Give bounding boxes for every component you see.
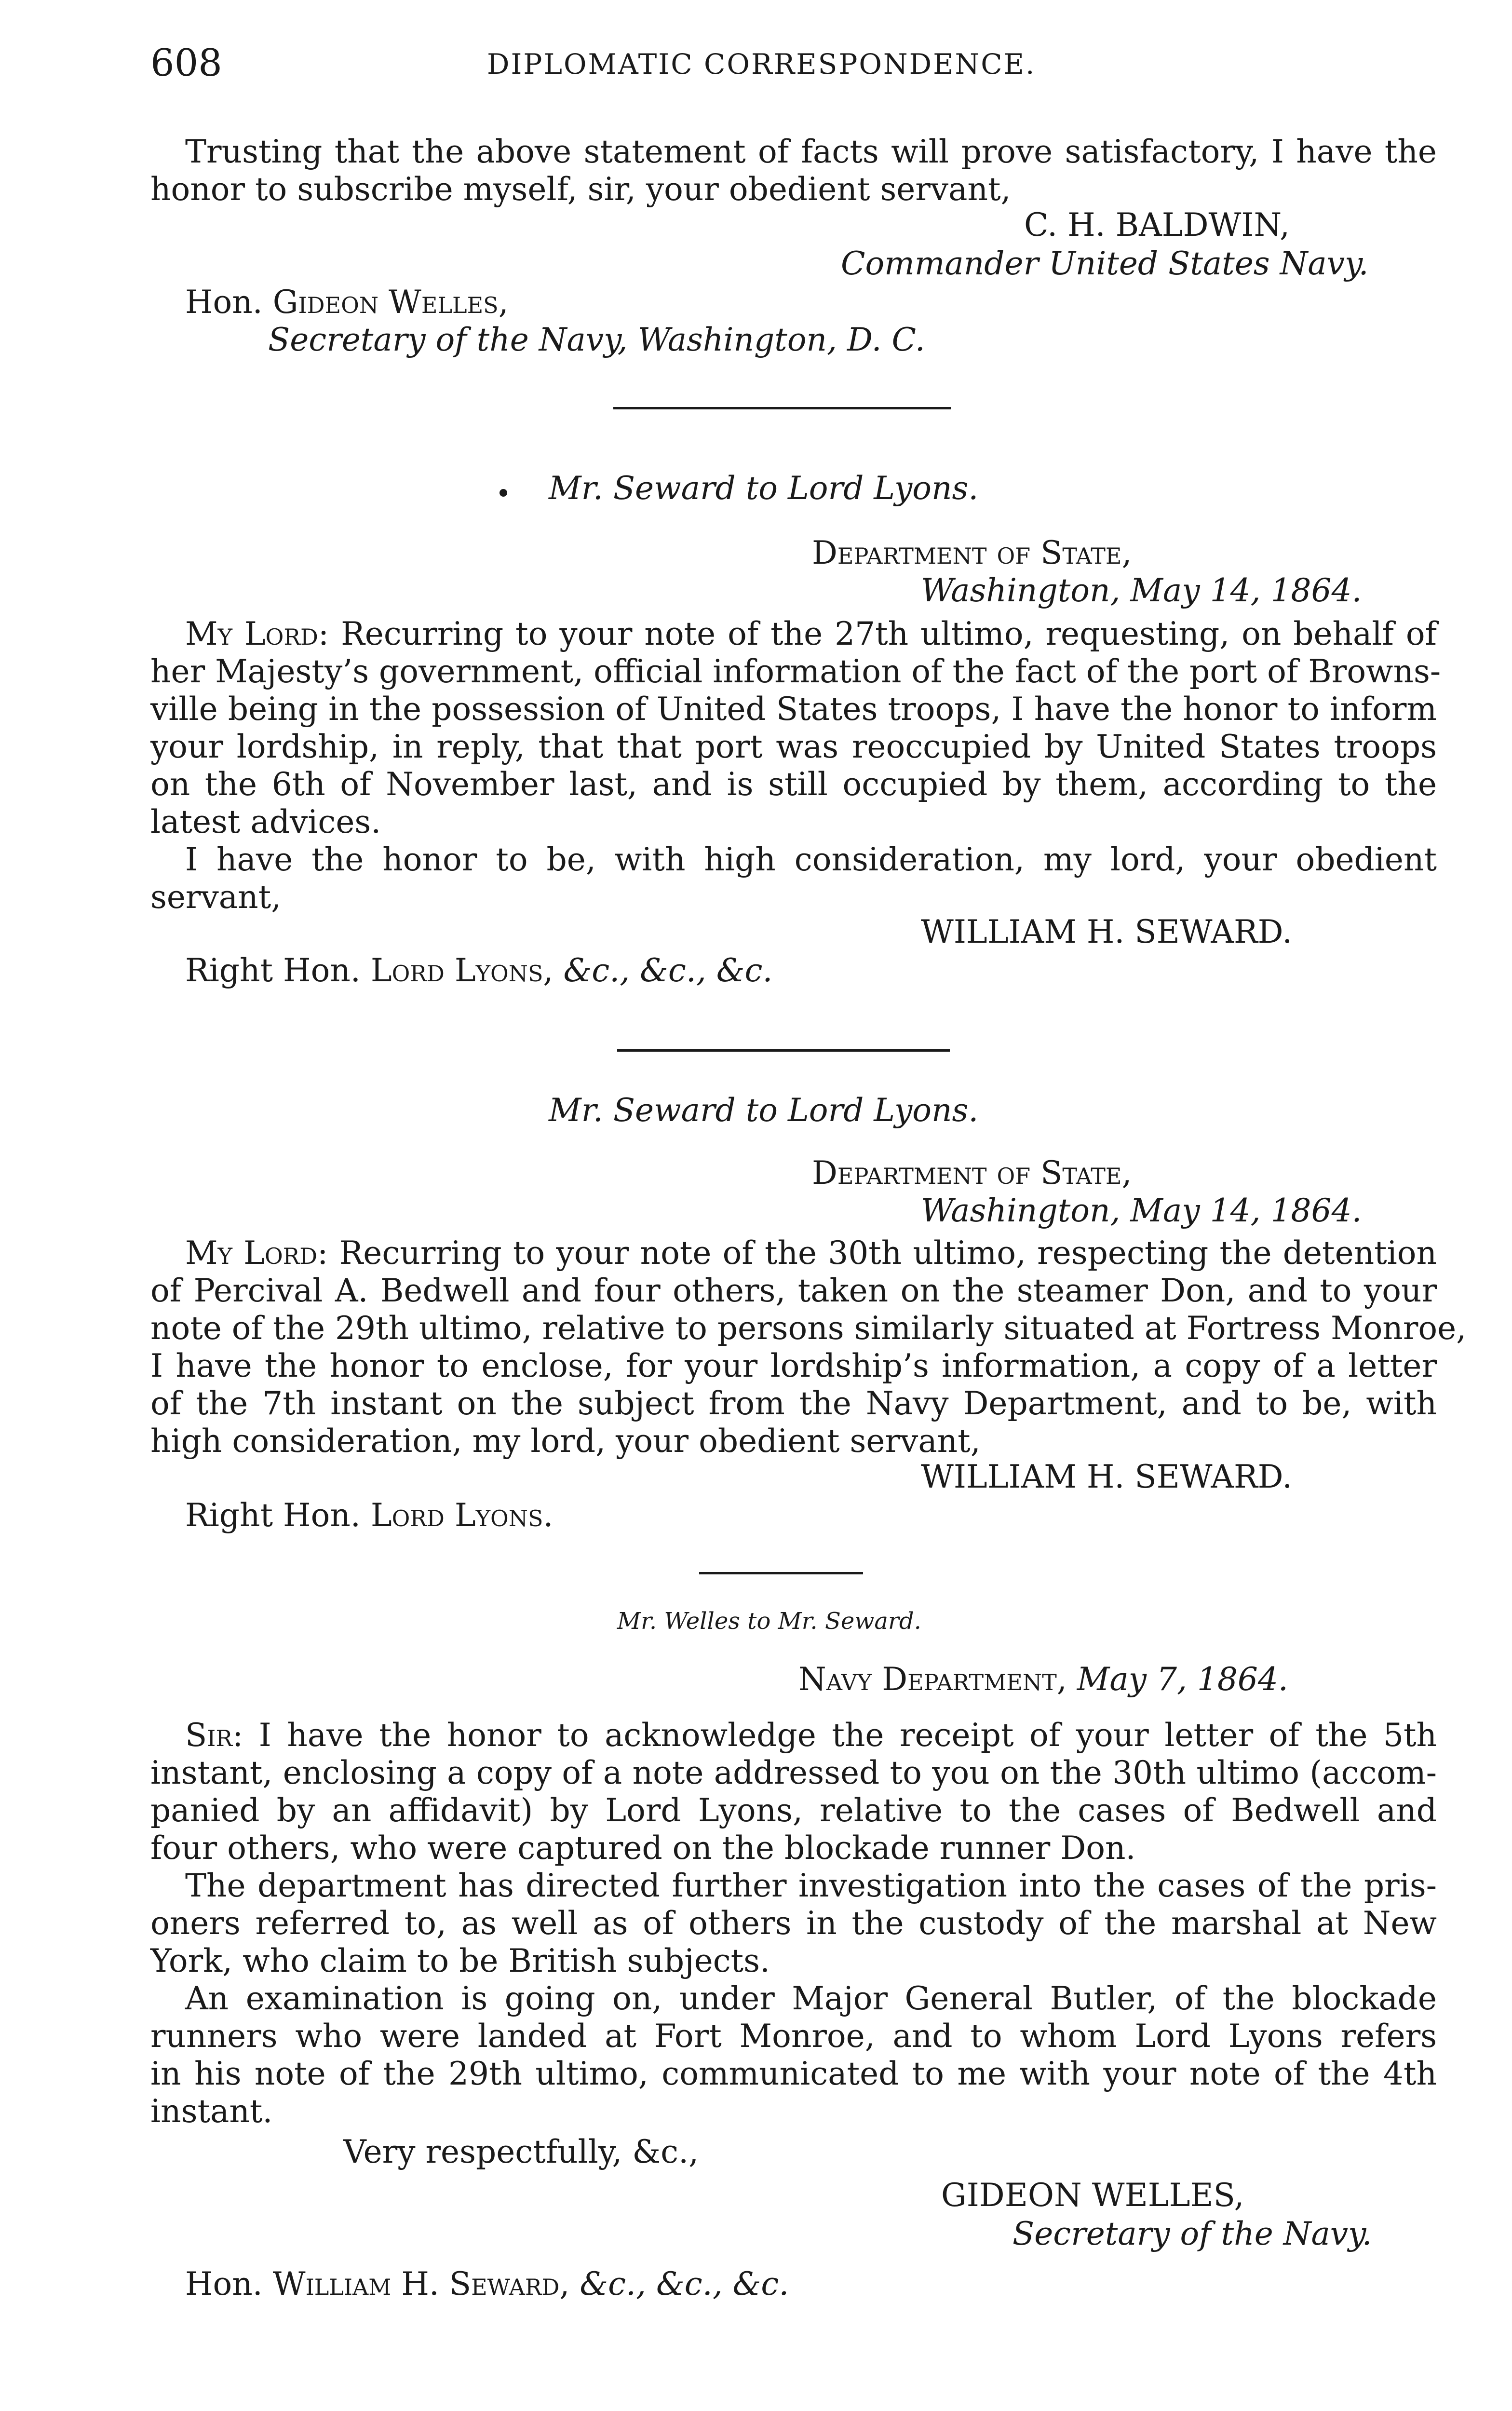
letter1-line-2: her Majesty’s government, official information of the fact of the port of Browns- xyxy=(150,653,1441,690)
letter3-para3-line-3: in his note of the 29th ultimo, communicated to me with your note of the 4th xyxy=(150,2055,1437,2092)
letter3-closing: Very respectfully, &c., xyxy=(343,2133,699,2170)
letter1-line-1-text: Recurring to your note of the 27th ultimo, requesting, on behalf of xyxy=(341,615,1437,652)
letter2-line-4: I have the honor to enclose, for your lordship’s information, a copy of a letter xyxy=(150,1347,1437,1384)
letter1-signature: WILLIAM H. SEWARD. xyxy=(921,913,1293,950)
letter3-salutation: Sir: xyxy=(185,1717,243,1754)
letter3-date: May 7, 1864. xyxy=(1077,1661,1288,1698)
letter2-line-2: of Percival A. Bedwell and four others, taken on the steamer Don, and to your xyxy=(150,1272,1437,1309)
letter1-closing-line-1: I have the honor to be, with high consideration, my lord, your obedient xyxy=(185,841,1437,878)
baldwin-addressee-title: Secretary of the Navy, Washington, D. C. xyxy=(268,321,925,358)
letter3-para3-line-2: runners who were landed at Fort Monroe, and to whom Lord Lyons refers xyxy=(150,2018,1437,2055)
letter2-line-1-text: Recurring to your note of the 30th ultimo, respecting the detention xyxy=(339,1234,1437,1272)
letter3-heading: Mr. Welles to Mr. Seward. xyxy=(617,1608,921,1635)
letter3-para2-line-3: York, who claim to be British subjects. xyxy=(150,1942,770,1979)
letter3-signature-title: Secretary of the Navy. xyxy=(1012,2215,1372,2252)
letter2-line-3: note of the 29th ultimo, relative to persons similarly situated at Fortress Monroe, xyxy=(150,1310,1467,1347)
baldwin-closing-line-2: honor to subscribe myself, sir, your obedient servant, xyxy=(150,171,1011,208)
running-title: DIPLOMATIC CORRESPONDENCE. xyxy=(487,48,1036,81)
letter3-para1-line-1-text: I have the honor to acknowledge the receipt of your letter of the 5th xyxy=(258,1717,1437,1754)
letter1-addressee-suffix: &c., &c., &c. xyxy=(563,952,773,989)
letter2-department: Department of State, xyxy=(812,1154,1132,1192)
letter3-addressee-prefix: Hon. xyxy=(185,2265,263,2303)
letter2-salutation: My Lord: xyxy=(185,1234,328,1272)
letter1-line-6: latest advices. xyxy=(150,803,381,840)
letter3-para2-line-1: The department has directed further investigation into the cases of the pris- xyxy=(185,1867,1437,1904)
baldwin-addressee-prefix: Hon. xyxy=(185,284,263,321)
baldwin-signature: C. H. BALDWIN, xyxy=(1024,206,1290,244)
section-divider xyxy=(613,407,951,409)
section-divider xyxy=(617,1049,950,1052)
letter3-para1-line-2: instant, enclosing a copy of a note addressed to you on the 30th ultimo (accom- xyxy=(150,1754,1437,1791)
letter2-addressee-prefix: Right Hon. xyxy=(185,1497,361,1534)
letter1-salutation: My Lord: xyxy=(185,615,329,652)
letter1-closing-line-2: servant, xyxy=(150,879,282,916)
letter1-line-1 xyxy=(185,615,1437,653)
letter1-place-date: Washington, May 14, 1864. xyxy=(921,572,1362,609)
letter2-addressee-name: Lord Lyons. xyxy=(370,1497,554,1534)
letter3-para3-line-4: instant. xyxy=(150,2093,273,2130)
letter3-addressee-name: William H. Seward, xyxy=(272,2265,570,2303)
letter2-line-5: of the 7th instant on the subject from the Navy Department, and to be, with xyxy=(150,1385,1437,1422)
letter3-department: Navy Department, xyxy=(798,1661,1067,1698)
letter1-department: Department of State, xyxy=(812,534,1132,571)
letter1-line-5: on the 6th of November last, and is still occupied by them, according to the xyxy=(150,766,1437,803)
letter3-para1-line-1 xyxy=(185,1717,1437,1754)
letter1-addressee xyxy=(185,952,773,989)
letter2-line-6: high consideration, my lord, your obedient servant, xyxy=(150,1422,981,1460)
page-number: 608 xyxy=(150,41,222,85)
letter3-signature: GIDEON WELLES, xyxy=(941,2177,1244,2214)
letter3-department-date xyxy=(798,1661,1288,1698)
baldwin-signature-title: Commander United States Navy. xyxy=(841,245,1369,282)
section-divider xyxy=(699,1572,863,1574)
letter1-heading: Mr. Seward to Lord Lyons. xyxy=(549,470,979,507)
baldwin-addressee xyxy=(185,284,509,321)
letter1-line-4: your lordship, in reply, that that port was reoccupied by United States troops xyxy=(150,728,1437,765)
letter3-addressee xyxy=(185,2265,789,2303)
letter1-addressee-name: Lord Lyons, xyxy=(370,952,554,989)
letter3-para1-line-3: panied by an affidavit) by Lord Lyons, relative to the cases of Bedwell and xyxy=(150,1792,1437,1829)
letter1-line-3: ville being in the possession of United States troops, I have the honor to inform xyxy=(150,691,1437,728)
baldwin-addressee-name: Gideon Welles, xyxy=(272,284,509,321)
letter3-addressee-suffix: &c., &c., &c. xyxy=(580,2265,789,2303)
letter3-para3-line-1: An examination is going on, under Major General Butler, of the blockade xyxy=(185,1980,1437,2017)
letter2-place-date: Washington, May 14, 1864. xyxy=(921,1192,1362,1229)
letter2-line-1 xyxy=(185,1234,1437,1272)
letter1-addressee-prefix: Right Hon. xyxy=(185,952,361,989)
bullet-mark xyxy=(500,489,507,497)
letter3-para1-line-4: four others, who were captured on the blockade runner Don. xyxy=(150,1829,1136,1867)
baldwin-closing-line-1: Trusting that the above statement of facts will prove satisfactory, I have the xyxy=(185,133,1437,170)
letter2-signature: WILLIAM H. SEWARD. xyxy=(921,1458,1293,1495)
letter2-addressee xyxy=(185,1497,554,1534)
letter3-para2-line-2: oners referred to, as well as of others in the custody of the marshal at New xyxy=(150,1905,1437,1942)
letter2-heading: Mr. Seward to Lord Lyons. xyxy=(549,1092,979,1129)
